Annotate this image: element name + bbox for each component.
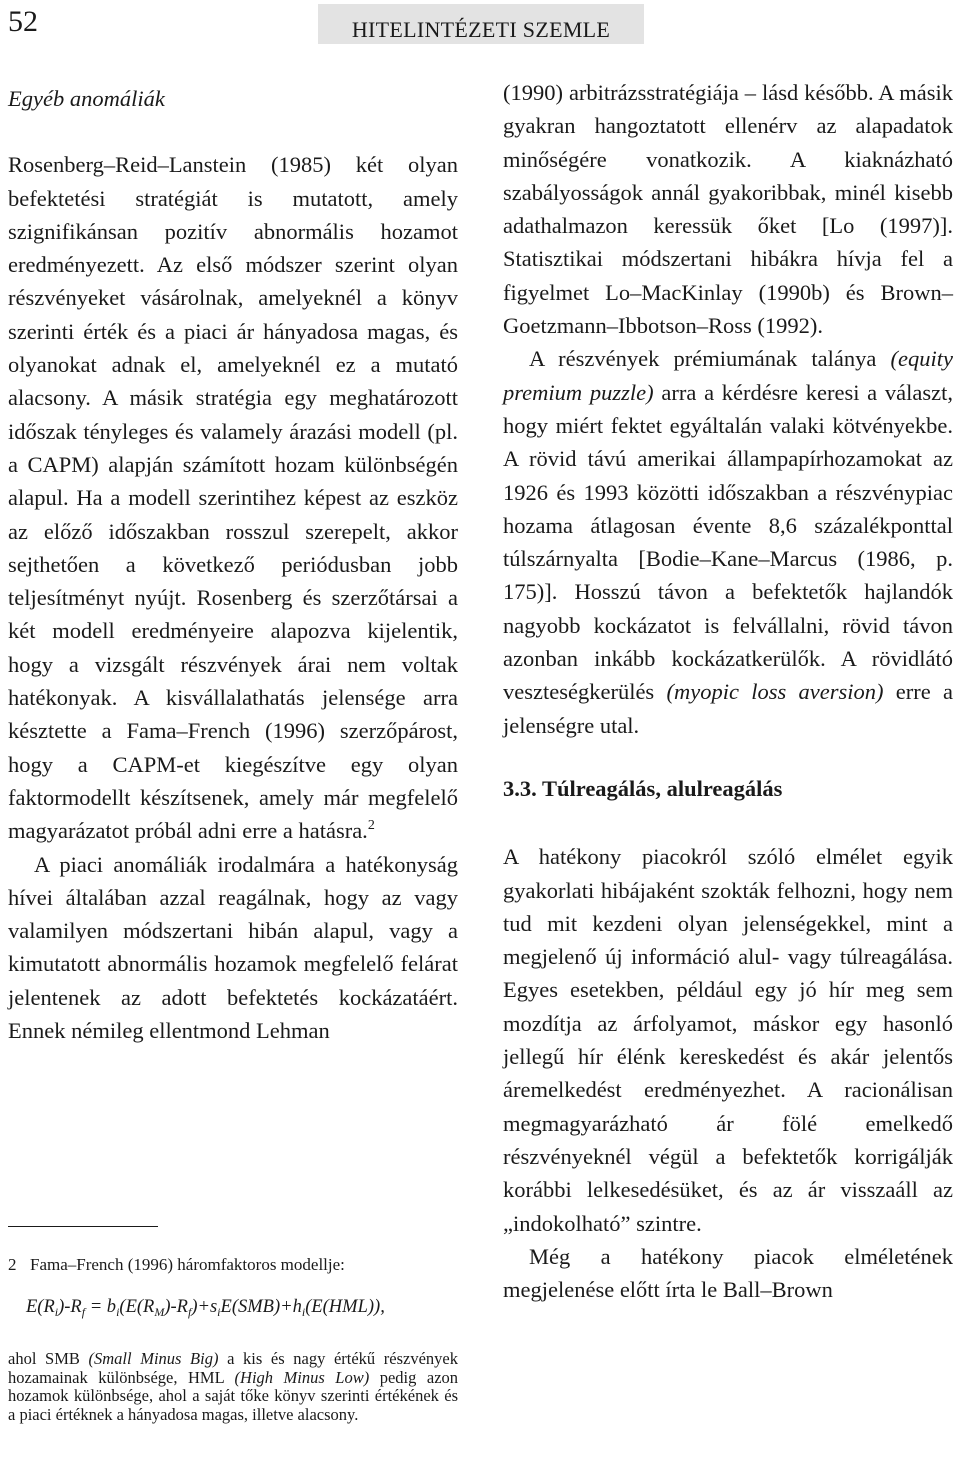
paragraph: Rosenberg–Reid–Lanstein (1985) két olyan befektetési stratégiát is mutatott, amely szignifikánsan pozitív abnormális hozamot eredményezett. Az első módszer szerint olyan részvényeket vásárolnak, amelyeknél a könyv szerinti érték és a piaci ár hányadosa magas, és olyanokat adnak el, amelyeknél ez a mutató alacsony. A másik stratégia egy meghatározott időszak tényleges és valamely árazási modell (pl. a CAPM) alapján számított hozam különbségén alapul. Ha a modell szerintihez képest az eszköz az előző időszakban rosszul szerepelt, akkor sejthetően a következő periódusban jobb teljesítményt nyújt. Rosenberg és szerzőtársai a két modell eredményeire alapozva kijelentik, hogy a vizsgált részvények árai nem voltak hatékonyak. A kisvállalathatás jelensége arra késztette a Fama–French (1996) szerzőpárost, hogy a CAPM-et kiegészítve egy olyan faktormodellt készítsenek, amely már megfelelő magyarázatot próbál adni erre a hatásra.$^2$ xyxy=(8,152,458,844)
section-heading: 3.3. Túlreagálás, alulreagálás xyxy=(503,775,783,801)
paragraph: A részvények prémiumának talánya (equity premium puzzle) arra a kérdésre keresi a választ, hogy miért fektet egyáltalán valaki kötvényekbe. A rövid távú amerikai állampapírhozamokat az 1926 és 1993 közötti időszakban a részvénypiac hozama átlagosan évente 8,6 százalékponttal túlszárnyalta [Bodie–Kane–Marcus (1986, p. 175)]. Hosszú távon a befektetők hajlandók nagyobb kockázatot is felvállalni, rövid távon azonban inkább kockázatkerülők. A rövidlátó veszteségkerülés (myopic loss aversion) erre a jelenségre utal. xyxy=(503,346,954,738)
footnote-ref[interactable]: 2 xyxy=(367,818,375,834)
paragraph: A piaci anomáliák irodalmára a hatékonyság hívei általában azzal reagálnak, hogy az vagy valamilyen módszertani hibán alapul, vagy a kimutatott abnormális hozamok megfelelő felárat jelentenek az adott befektetés kockázatáért. Ennek némileg ellentmond Lehman xyxy=(8,851,458,1044)
paragraph: (1990) arbitrázsstratégiája – lásd később. A másik gyakran hangoztatott ellenérv az alapadatok minőségére vonatkozik. A kiaknázható szabályosságok annál gyakoribbak, minél kisebb adathalmazon keressük őket [Lo (1997)]. Statisztikai módszertani hibákra hívja fel a figyelmet Lo–MacKinlay (1990b) és Brown–Goetzmann–Ibbotson–Ross (1992). xyxy=(503,80,953,339)
paragraph: A hatékony piacokról szóló elmélet egyik gyakorlati hibájaként szokták felhozni, hogy nem tud mit kezdeni olyan jelenségekkel, mint a megjelenő új információ alul- vagy túlreagálása. Egyes esetekben, például egy jó hír meg sem mozdítja az árfolyamot, máskor egy hasonló jellegű hír élénk kereskedést és akár jelentős áremelkedést eredményezhet. A racionálisan megmagyarázható ár fölé emelkedő részvényeknél végül a befektetők korrigálják korábbi lelkesedésüket, és az ár visszaáll az „indokolható” szintre. xyxy=(503,844,953,1236)
running-header xyxy=(318,4,644,44)
right-column xyxy=(503,76,953,1306)
left-column xyxy=(8,76,458,1047)
paragraph: Még a hatékony piacok elméletének megjelenése előtt írta le Ball–Brown xyxy=(503,1243,953,1303)
formula: $E(R_i)-R_f = b_i(E(R_M)-R_f)+s_iE(SMB)+h_i(E(HML))$, xyxy=(26,1297,385,1319)
page-number: 52 xyxy=(8,5,38,38)
section-title: Egyéb anomáliák xyxy=(8,86,165,111)
footnote-text: ahol SMB (Small Minus Big) a kis és nagy értékű részvények hozamainak különbsége, HML (High Minus Low) pedig azon hozamok különbsége, ahol a saját tőke könyv szerinti értékének és a piaci értéknek a hányadosa magas, illetve alacsony. xyxy=(8,1349,459,1424)
footnote-intro: 2 Fama–French (1996) háromfaktoros modellje: xyxy=(8,1253,458,1277)
journal-title: HITELINTÉZETI SZEMLE xyxy=(351,17,611,42)
footnote-number: 2 xyxy=(8,1255,17,1274)
footnote-divider xyxy=(8,1226,158,1227)
